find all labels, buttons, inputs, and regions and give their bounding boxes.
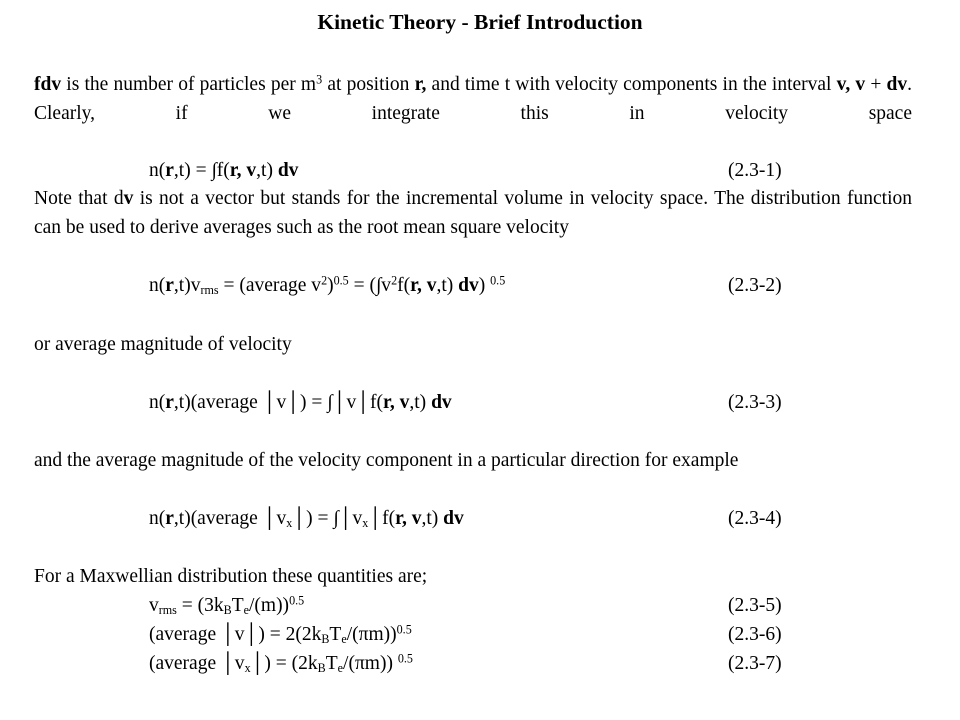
or-average-paragraph: or average magnitude of velocity <box>34 334 292 355</box>
equation-2-3-2 <box>149 271 809 300</box>
intro-symbol: fdv <box>34 74 62 95</box>
equation-2-3-2-number: (2.3-2) <box>728 275 782 296</box>
equation-2-3-5-number: (2.3-5) <box>728 595 782 616</box>
equation-2-3-3 <box>149 388 809 417</box>
intro-text-4: + <box>865 74 887 95</box>
equation-2-3-1 <box>149 156 809 185</box>
equation-2-3-7-body: (average $│v_x│) = (2k_BT_e/(\pi m))$ $^{0.5}$ <box>149 651 413 676</box>
equation-2-3-3-body: n(r,t)(average │v│) = ∫│v│f(r, v,t) dv <box>149 392 452 413</box>
intro-text-5: . Clearly, if we integrate this in velocity space <box>34 74 912 124</box>
intro-position: r, <box>414 74 427 95</box>
intro-dv: dv <box>886 74 908 95</box>
equation-2-3-4 <box>149 504 809 533</box>
equation-2-3-2-body: $n(r,t)v_{rms}$ = (average $v^2)^{0.5} = (\int v^2f(r$, v,t) dv) $^{0.5}$ <box>149 273 506 298</box>
equation-2-3-5-body: $v_{rms} = (3k_BT_e/(m))^{0.5}$ <box>149 593 305 618</box>
maxwellian-paragraph: For a Maxwellian distribution these quantities are; <box>34 566 428 587</box>
intro-text-3: and time t with velocity components in the interval <box>426 74 837 95</box>
equation-2-3-4-body: n(r,t)(average $│v_x│$) = $\int│v_x│f(r$, v,t) dv <box>149 508 464 531</box>
equation-2-3-3-number: (2.3-3) <box>728 392 782 413</box>
equation-2-3-1-body: n(r,t) = ∫f(r, v,t) dv <box>149 160 299 181</box>
and-average-paragraph: and the average magnitude of the velocity component in a particular direction for example <box>34 450 739 471</box>
intro-text-1: is the number of particles per m <box>61 74 317 95</box>
page-title: Kinetic Theory - Brief Introduction <box>317 10 643 34</box>
intro-text-2: at position <box>322 74 415 95</box>
intro-cube: 3 <box>316 72 323 87</box>
equation-2-3-6-body: (average │v│) = $2(2k_BT_e/(\pi m))^{0.5}$ <box>149 622 412 647</box>
equation-2-3-1-number: (2.3-1) <box>728 160 782 181</box>
equation-2-3-6 <box>149 620 809 649</box>
equation-2-3-5 <box>149 591 809 620</box>
equation-2-3-7 <box>149 649 809 678</box>
intro-paragraph <box>34 70 912 128</box>
equation-2-3-4-number: (2.3-4) <box>728 508 782 529</box>
note-paragraph: Note that dv is not a vector but stands for the incremental volume in velocity space. The distribution function can be used to derive averages such as the root mean square velocity <box>34 188 912 238</box>
intro-interval: v, v <box>836 74 866 95</box>
equation-2-3-6-number: (2.3-6) <box>728 624 782 645</box>
equation-2-3-7-number: (2.3-7) <box>728 653 782 674</box>
